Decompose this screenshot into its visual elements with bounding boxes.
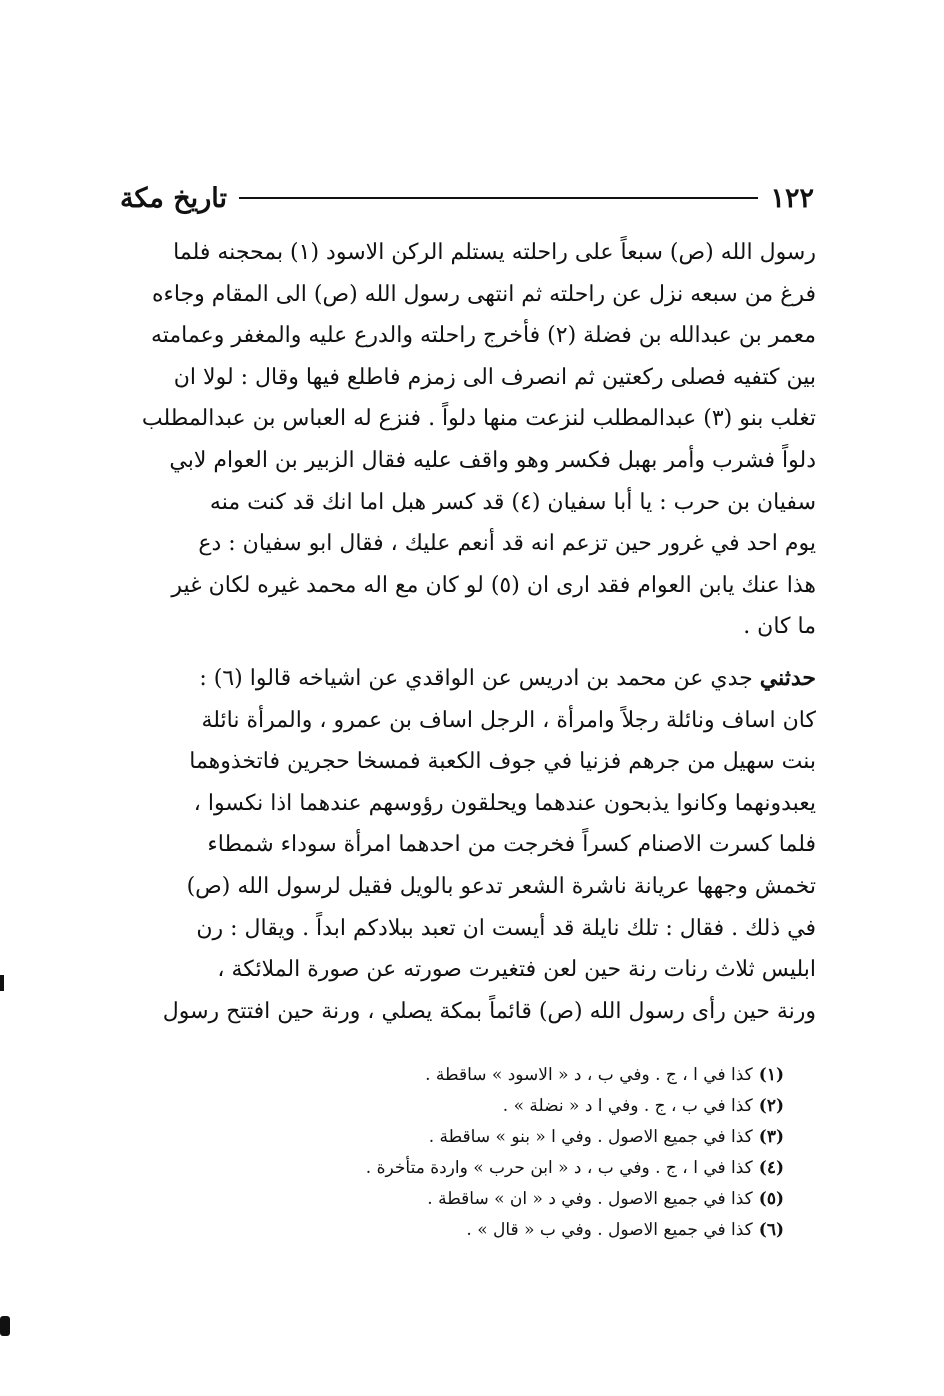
footnote-number: (٦) — [758, 1220, 784, 1240]
paragraph-2 — [118, 658, 816, 1032]
text-line: رسول الله (ص) سبعاً على راحلته يستلم الركن الاسود (١) بمحجنه فلما — [173, 240, 816, 265]
page-header — [120, 176, 814, 220]
footnote — [280, 1215, 784, 1246]
footnote — [280, 1122, 784, 1153]
footnote-text: كذا في ا ، ج . وفي ب ، د « الاسود » ساقطة . — [425, 1065, 753, 1085]
text-line: بنت سهيل من جرهم فزنيا في جوف الكعبة فمسخا حجرين فاتخذوهما — [189, 749, 816, 775]
scan-edge-mark — [0, 975, 4, 991]
footnote-number: (٢) — [758, 1096, 784, 1116]
header-rule — [239, 197, 759, 199]
text-line: تغلب بنو (٣) عبدالمطلب لنزعت منها دلواً . فنزع له العباس بن عبدالمطلب — [141, 406, 816, 432]
footnote — [280, 1091, 784, 1122]
text-line: في ذلك . فقال : تلك نايلة قد أيست ان تعبد ببلادكم ابداً . ويقال : رن — [196, 915, 816, 941]
scan-edge-mark — [0, 1316, 10, 1336]
text-line: ورنة حين رأى رسول الله (ص) قائماً بمكة يصلي ، ورنة حين افتتح رسول — [162, 998, 816, 1024]
footnote — [280, 1184, 784, 1215]
footnote-number: (٥) — [758, 1189, 784, 1209]
text-line: معمر بن عبدالله بن فضلة (٢) فأخرج راحلته والدرع عليه والمغفر وعمامته — [150, 323, 816, 349]
text-line: دلواً فشرب وأمر بهبل فكسر وهو واقف عليه فقال الزبير بن العوام لابي — [169, 447, 816, 473]
first-line-text: جدي عن محمد بن ادريس عن الواقدي عن اشياخه قالوا (٦) : — [199, 665, 760, 691]
footnote-number: (٤) — [758, 1158, 784, 1178]
footnote-number: (٣) — [758, 1127, 784, 1147]
paragraph-1 — [118, 232, 816, 648]
body-text — [118, 232, 816, 1032]
text-line: ابليس ثلاث رنات رنة حين لعن فتغيرت صورته عن صورة الملائكة ، — [217, 957, 816, 983]
text-line: تخمش وجهها عريانة ناشرة الشعر تدعو بالويل فقيل لرسول الله (ص) — [186, 873, 816, 899]
running-title: تاريخ مكة — [120, 182, 227, 214]
footnote — [280, 1060, 784, 1091]
text-line: بين كتفيه فصلى ركعتين ثم انصرف الى زمزم فاطلع فيها وقال : لولا ان — [173, 364, 816, 390]
text-line: فرغ من سبعه نزل عن راحلته ثم انتهى رسول الله (ص) الى المقام وجاءه — [152, 281, 816, 307]
text-line: كان اساف ونائلة رجلاً وامرأة ، الرجل اساف بن عمرو ، والمرأة نائلة — [201, 707, 816, 733]
paragraph-lead-word: حدثني — [759, 664, 816, 691]
footnote-text: كذا في ب ، ج . وفي ا د « نضلة » . — [502, 1096, 753, 1116]
footnote-text: كذا في جميع الاصول . وفي ب « قال » . — [466, 1220, 753, 1240]
footnote — [280, 1153, 784, 1184]
footnote-text: كذا في ا ، ج . وفي ب ، د « ابن حرب » واردة متأخرة . — [365, 1158, 753, 1178]
text-line: سفيان بن حرب : يا أبا سفيان (٤) قد كسر هبل اما انك قد كنت منه — [209, 489, 816, 515]
text-line: يعبدونهما وكانوا يذبحون عندهما ويحلقون رؤوسهم عندهما اذا نكسوا ، — [193, 790, 816, 816]
text-line: هذا عنك يابن العوام فقد ارى ان (٥) لو كان مع اله محمد غيره لكان غير — [171, 572, 816, 598]
page-number: ١٢٢ — [770, 182, 814, 214]
text-line: يوم احد في غرور حين تزعم انه قد أنعم عليك ، فقال ابو سفيان : دع — [198, 531, 816, 557]
footnote-number: (١) — [758, 1065, 784, 1085]
footnote-text: كذا في جميع الاصول . وفي د « ان » ساقطة . — [427, 1189, 753, 1209]
text-line — [118, 658, 816, 700]
footnote-text: كذا في جميع الاصول . وفي ا « بنو » ساقطة . — [428, 1127, 753, 1147]
text-line: ما كان . — [743, 614, 816, 640]
footnotes — [280, 1060, 784, 1246]
text-line: فلما كسرت الاصنام كسراً فخرجت من احدهما امرأة سوداء شمطاء — [207, 832, 816, 858]
